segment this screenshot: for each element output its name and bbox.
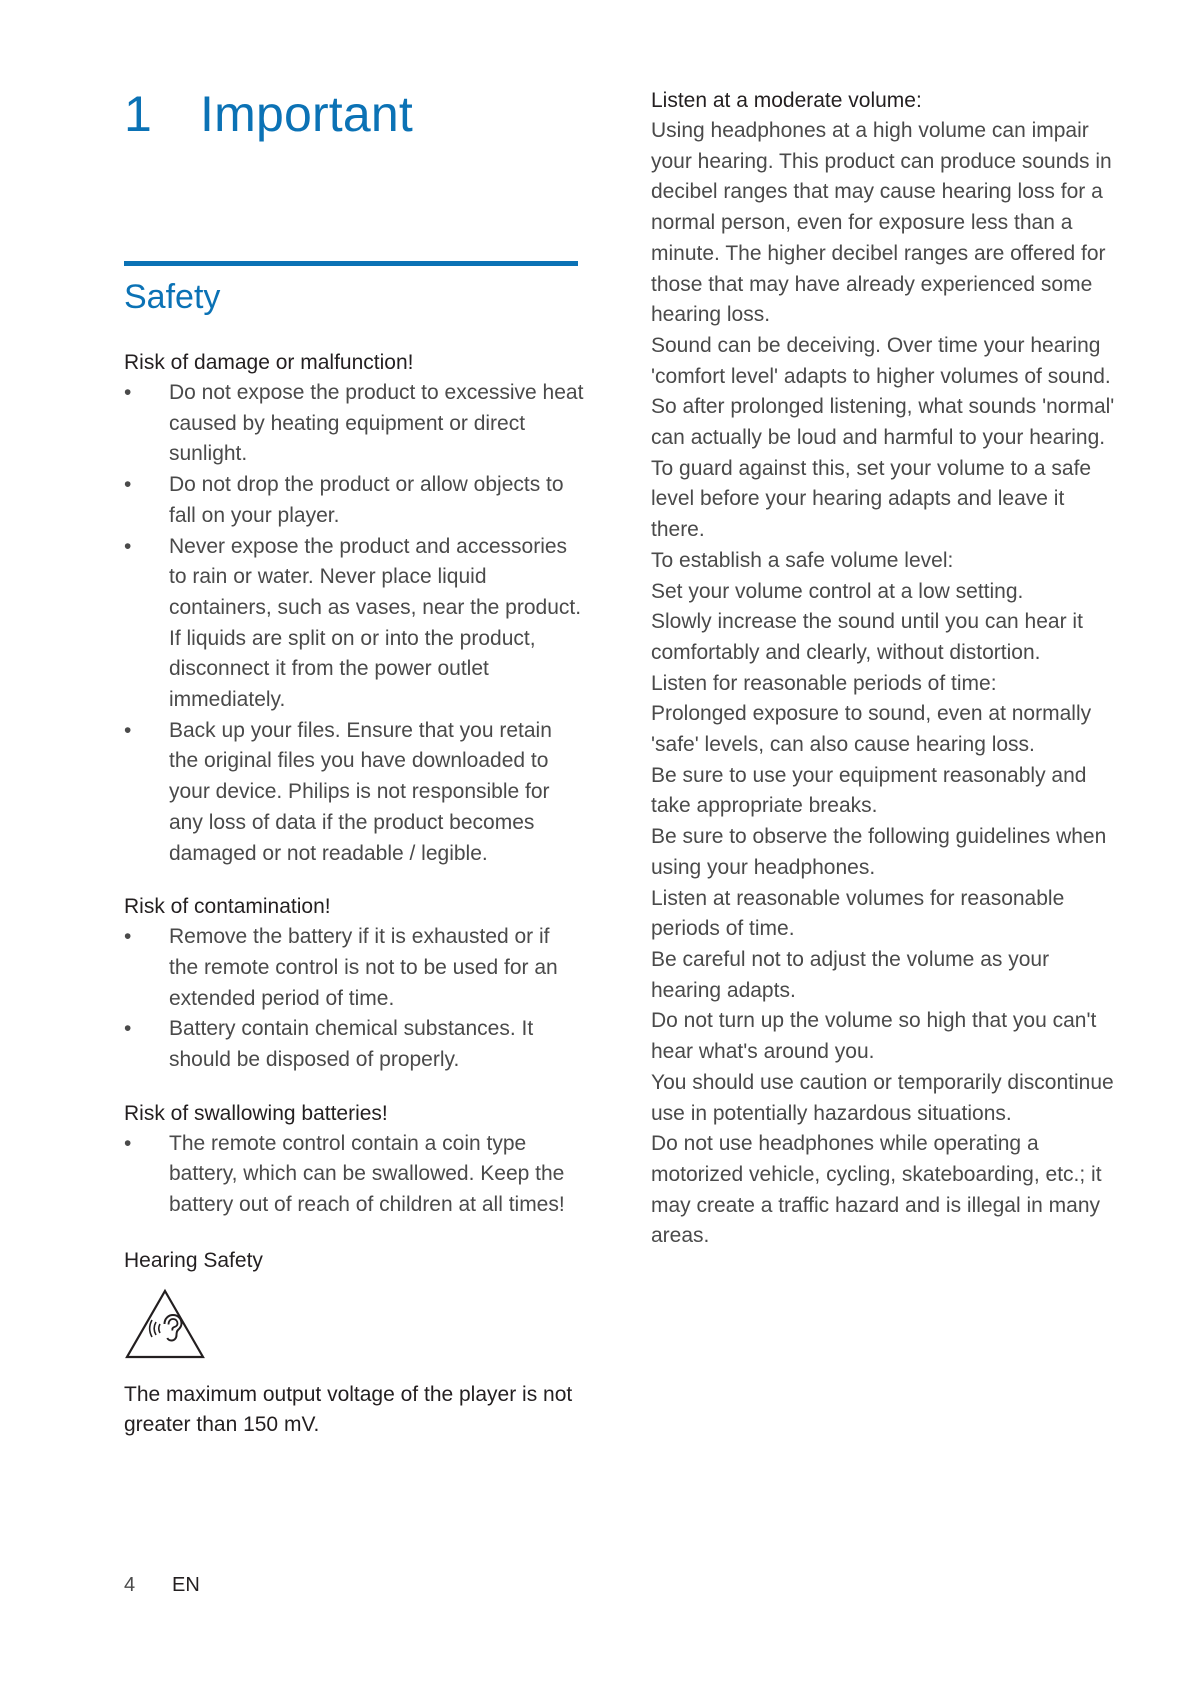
page-number: 4 [124,1574,136,1596]
bullet: • [124,718,132,742]
bullet: • [124,925,132,949]
hearing-safety-heading: Hearing Safety [124,1248,263,1272]
list-item: • Back up your files. Ensure that you retain the original files you have downloaded to your device. Philips is not responsible for any loss of data if the product becomes damaged or not readable / legible. [124,716,584,870]
paragraph: Set your volume control at a low setting. [651,579,1024,603]
paragraph: Prolonged exposure to sound, even at normally 'safe' levels, can also cause hearing loss. [651,702,1092,757]
risk-contamination-list [124,922,584,1076]
left-column [124,78,584,1461]
chapter-number: 1 [124,86,153,142]
right-column [651,86,1121,1252]
paragraph: Be sure to use your equipment reasonably and take appropriate breaks. [651,763,1087,818]
bullet: • [124,1017,132,1041]
paragraph: Be sure to observe the following guidelines when using your headphones. [651,825,1107,879]
list-item: • The remote control contain a coin type battery, which can be swallowed. Keep the battery out of reach of children at all times! [124,1129,584,1221]
bullet: • [124,381,132,404]
paragraph: You should use caution or temporarily discontinue use in potentially hazardous situations. [651,1070,1114,1125]
risk-swallowing-list [124,1129,584,1221]
paragraph: Be careful not to adjust the volume as your hearing adapts. [651,947,1050,1002]
language-code: EN [172,1574,200,1596]
listen-moderate-heading: Listen at a moderate volume: [651,89,922,112]
risk-damage-list [124,378,584,869]
page-footer [124,1572,200,1598]
paragraph: To establish a safe volume level: [651,548,954,572]
max-output-voltage: The maximum output voltage of the player is not greater than 150 mV. [124,1382,573,1436]
list-item: • Never expose the product and accessories to rain or water. Never place liquid containers, such as vases, near the product. If liquids are split on or into the product, disconnect it from the power outlet immediately. [124,532,584,716]
list-item: • Battery contain chemical substances. It should be disposed of properly. [124,1014,584,1075]
paragraph: Do not use headphones while operating a motorized vehicle, cycling, skateboarding, etc.; it may create a traffic hazard and is illegal in many areas. [651,1132,1102,1248]
bullet: • [124,1131,132,1155]
list-item: • Do not drop the product or allow objects to fall on your player. [124,470,584,531]
bullet: • [124,534,132,558]
risk-swallowing-heading: Risk of swallowing batteries! [124,1101,388,1125]
section-divider [124,261,578,266]
list-item: • Remove the battery if it is exhausted or if the remote control is not to be used for an extended period of time. [124,922,584,1014]
paragraph: Do not turn up the volume so high that you can't hear what's around you. [651,1009,1097,1064]
list-item: • Do not expose the product to excessive heat caused by heating equipment or direct sunlight. [124,378,584,470]
paragraph: Using headphones at a high volume can impair your hearing. This product can produce sounds in decibel ranges that may cause hearing loss for a normal person, even for exposure less than a minute. The higher decibel ranges are offered for those that may have already experienced some hearing loss. [651,119,1112,327]
risk-contamination-heading: Risk of contamination! [124,895,331,919]
chapter-title [124,78,584,150]
paragraph: Sound can be deceiving. Over time your hearing 'comfort level' adapts to higher volumes of sound. So after prolonged listening, what sounds 'normal' can actually be loud and harmful to your hearing. To guard against this, set your volume to a safe level before your hearing adapts and leave it there. [651,333,1115,542]
section-title: Safety [124,278,221,316]
paragraph: Slowly increase the sound until you can hear it comfortably and clearly, without distortion. [651,610,1083,664]
paragraph: Listen for reasonable periods of time: [651,671,997,695]
risk-damage-heading: Risk of damage or malfunction! [124,351,414,374]
paragraph: Listen at reasonable volumes for reasonable periods of time. [651,886,1065,941]
bullet: • [124,473,132,497]
hearing-warning-icon [124,1288,206,1360]
chapter-title-text: Important [200,86,414,142]
